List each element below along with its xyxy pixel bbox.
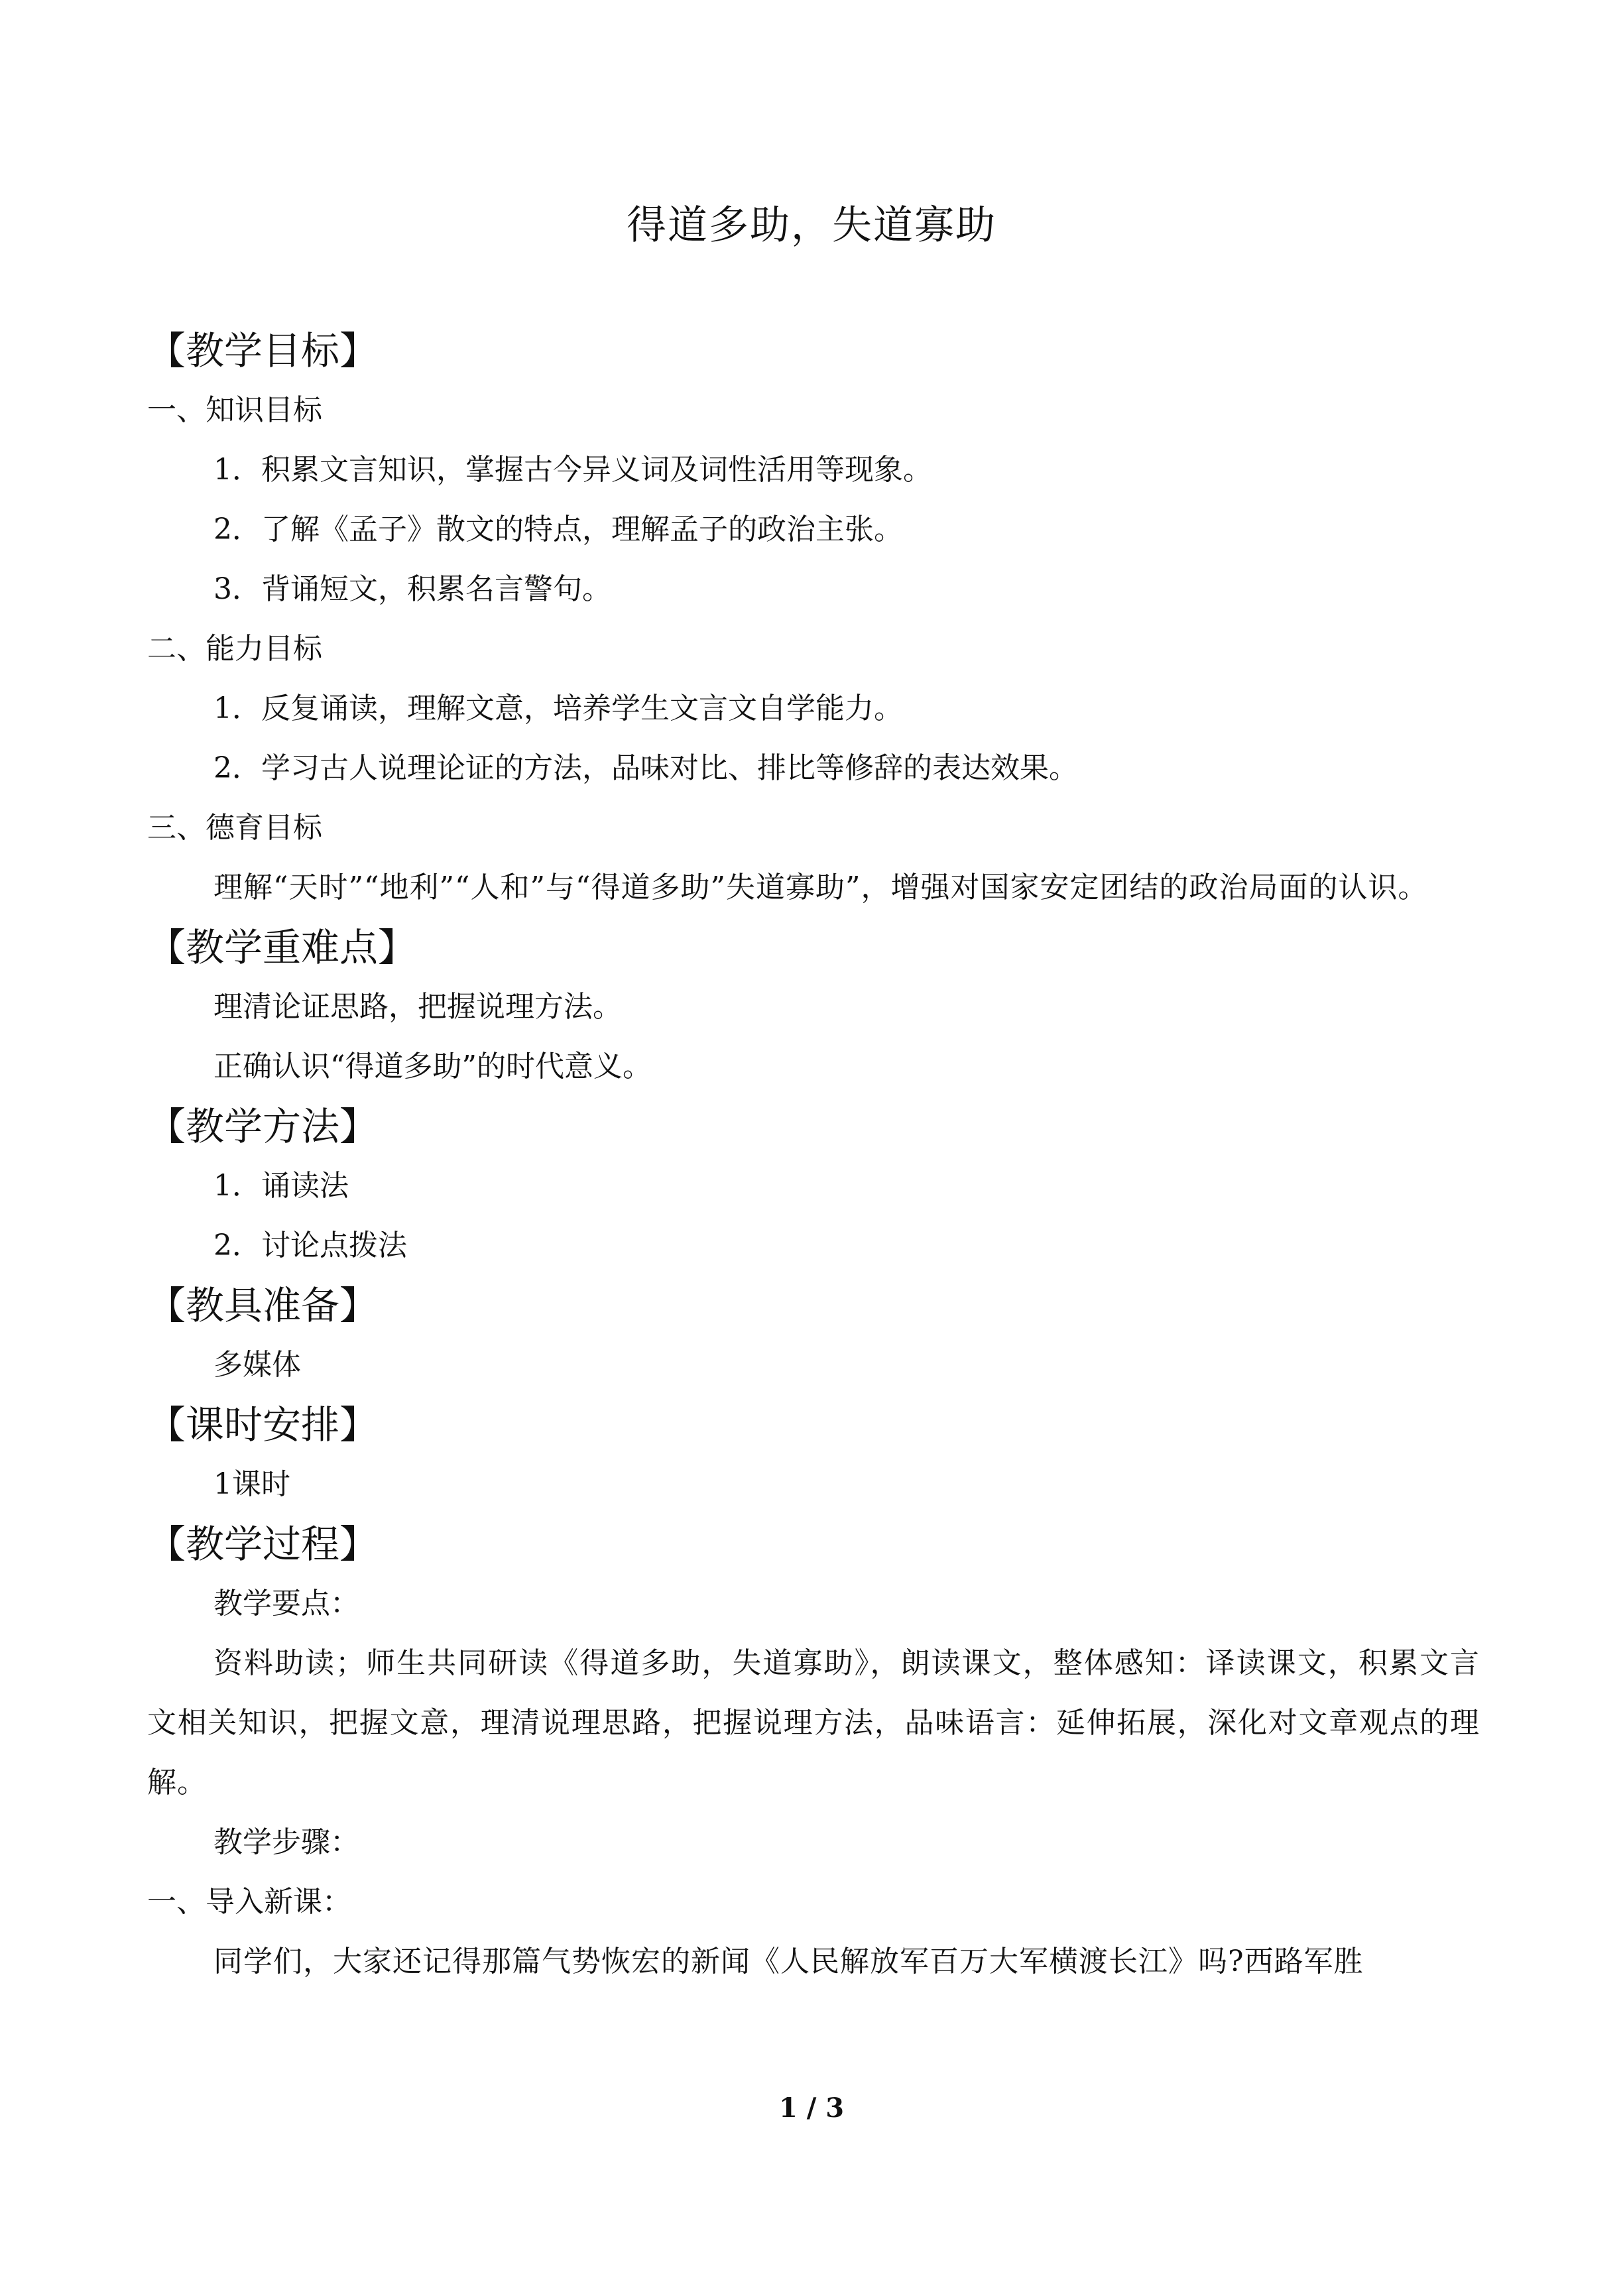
section-heading-schedule: 【课时安排】 <box>147 1402 379 1447</box>
list-item: 2．学习古人说理论证的方法，品味对比、排比等修辞的表达效果。 <box>213 751 1078 785</box>
step1-label: 一、导入新课： <box>147 1885 351 1919</box>
teaching-points-label: 教学要点： <box>213 1587 359 1620</box>
subheading-moral: 三、德育目标 <box>147 811 322 845</box>
moral-goal-paragraph: 理解“天时”“地利”“人和”与“得道多助”失道寡助”，增强对国家安定团结的政治局面的认识。 <box>213 871 1428 904</box>
document-title: 得道多助，失道寡助 <box>627 202 996 249</box>
list-item: 1．积累文言知识，掌握古今异义词及词性活用等现象。 <box>213 453 932 487</box>
section-heading-process: 【教学过程】 <box>147 1522 379 1567</box>
tools-text: 多媒体 <box>213 1348 301 1382</box>
subheading-ability: 二、能力目标 <box>147 632 322 666</box>
list-item: 1．反复诵读，理解文意，培养学生文言文自学能力。 <box>213 692 903 725</box>
subheading-knowledge: 一、知识目标 <box>147 393 322 427</box>
list-item: 3．背诵短文，积累名言警句。 <box>213 572 611 606</box>
teaching-points-paragraph: 资料助读；师生共同研读《得道多助，失道寡助》，朗读课文，整体感知：译读课文，积累文言文相关知识，把握文意，理清说理思路，把握说理方法，品味语言：延伸拓展，深化对文章观点的理解。 <box>147 1646 1480 1799</box>
list-item: 正确认识“得道多助”的时代意义。 <box>213 1050 652 1083</box>
section-heading-methods: 【教学方法】 <box>147 1104 379 1149</box>
step1-paragraph: 同学们，大家还记得那篇气势恢宏的新闻《人民解放军百万大军横渡长江》吗?西路军胜 <box>213 1945 1364 1978</box>
list-item: 理清论证思路，把握说理方法。 <box>213 990 622 1024</box>
list-item: 2．讨论点拨法 <box>213 1229 407 1262</box>
section-heading-tools: 【教具准备】 <box>147 1283 379 1328</box>
section-heading-key-points: 【教学重难点】 <box>147 925 417 970</box>
list-item: 2．了解《孟子》散文的特点，理解孟子的政治主张。 <box>213 513 903 546</box>
teaching-steps-label: 教学步骤： <box>213 1825 359 1859</box>
page-number: 1 / 3 <box>778 2092 845 2124</box>
document-body <box>147 321 1480 1992</box>
schedule-text: 1课时 <box>213 1467 290 1501</box>
list-item: 1．诵读法 <box>213 1169 349 1203</box>
section-heading-goals: 【教学目标】 <box>147 328 379 373</box>
